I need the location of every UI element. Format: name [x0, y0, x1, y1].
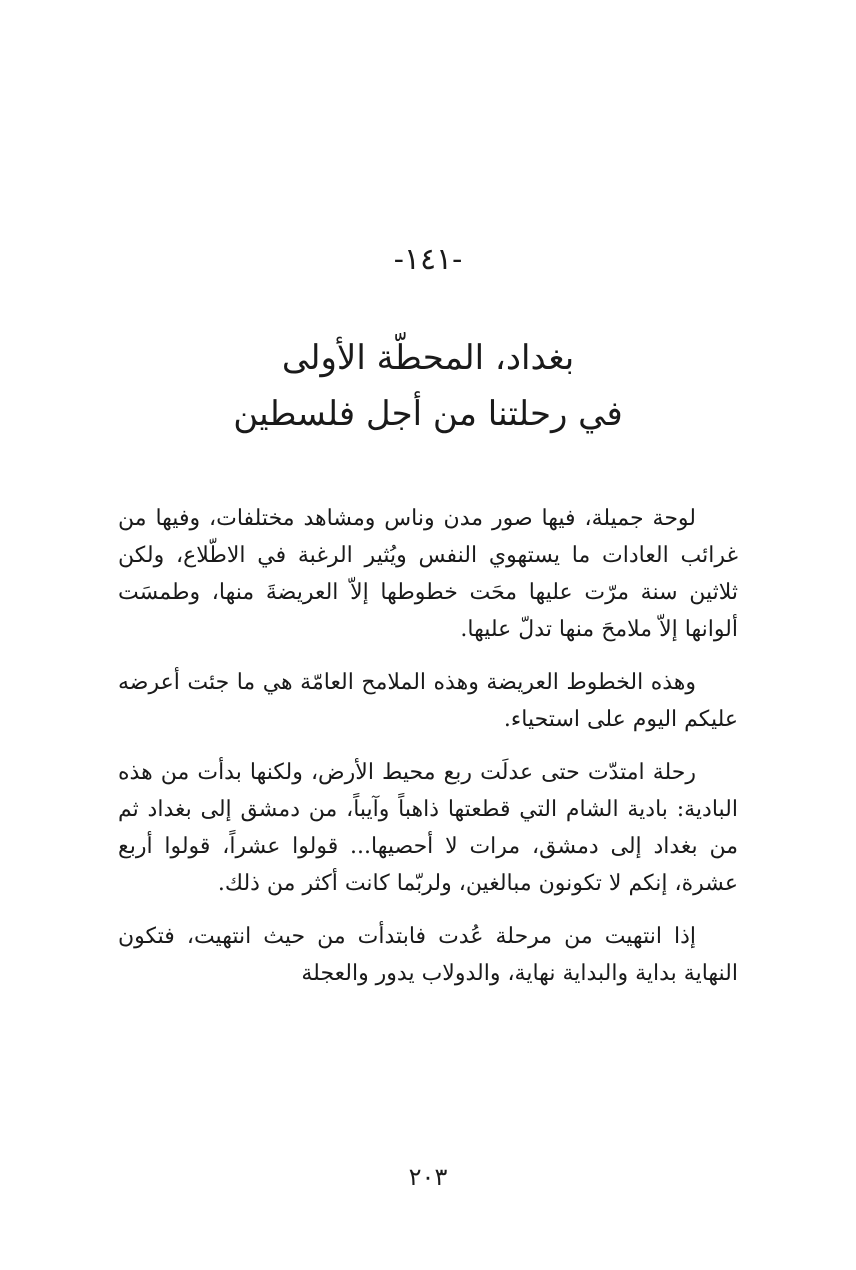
article-number: -١٤١-: [393, 242, 463, 277]
paragraph: وهذه الخطوط العريضة وهذه الملامح العامّة هي ما جئت أعرضه عليكم اليوم على استحياء.: [118, 670, 738, 732]
page-number: ٢٠٣: [408, 1163, 448, 1191]
chapter-title: [0, 330, 856, 442]
paragraph: رحلة امتدّت حتى عدلَت ربع محيط الأرض، ولكنها بدأت من هذه البادية: بادية الشام التي قطعتها ذاهباً وآيباً، من دمشق إلى بغداد ثم من بغداد إلى دمشق، مرات لا أحصيها... قولوا عشراً، قولوا أربع عشرة، إنكم لا تكونون مبالغين، ولربّما كانت أكثر من ذلك.: [118, 760, 738, 896]
body-text: [118, 500, 738, 1008]
paragraph: إذا انتهيت من مرحلة عُدت فابتدأت من حيث انتهيت، فتكون النهاية بداية والبداية نهاية، والدولاب يدور والعجلة: [118, 924, 738, 986]
chapter-title-line-2: في رحلتنا من أجل فلسطين: [233, 394, 623, 434]
paragraph: لوحة جميلة، فيها صور مدن وناس ومشاهد مختلفات، وفيها من غرائب العادات ما يستهوي النفس ويُثير الرغبة في الاطّلاع، ولكن ثلاثين سنة مرّت عليها محَت خطوطها إلاّ العريضةَ منها، وطمسَت ألوانها إلاّ ملامحَ منها تدلّ عليها.: [118, 506, 738, 642]
chapter-title-line-1: بغداد، المحطّة الأولى: [281, 338, 575, 378]
